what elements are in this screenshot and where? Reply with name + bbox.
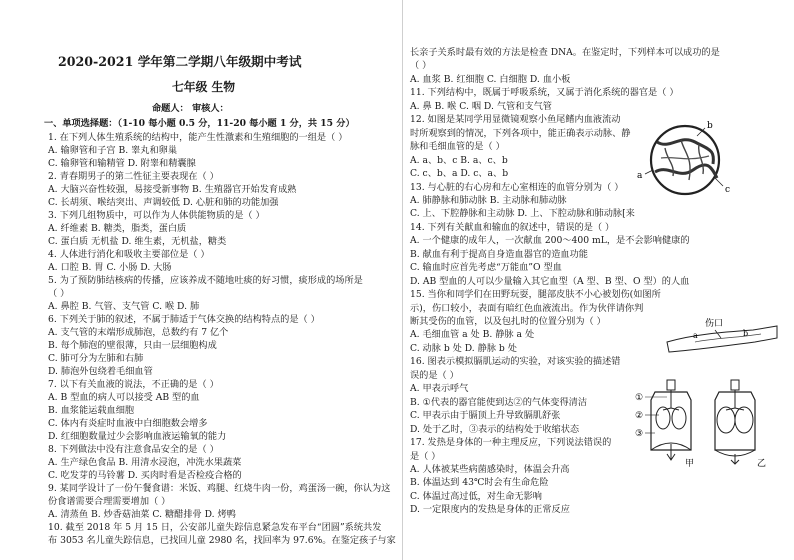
question-line: 12. 如图是某同学用显微镜观察小鱼尾鳍内血液流动 (410, 114, 621, 126)
authors-line: 命题人： 审核人： (152, 103, 229, 114)
fig15-label-b: b (743, 329, 749, 338)
question-line: 5. 为了预防肺结核病的传播，应该养成不随地吐痰的好习惯，痰形成的场所是 (48, 275, 363, 286)
question-line: C. 上、下腔静脉和主动脉 D. 上、下腔动脉和肺动脉[来 (410, 208, 635, 220)
question-line: A. 鼻腔 B. 气管、支气管 C. 喉 D. 肺 (48, 301, 200, 312)
question-line: B. ①代表的器官能使到达②的气体变得清洁 (410, 396, 588, 408)
question-line: C. 体内有炎症时血液中白细胞数会增多 (48, 418, 208, 429)
question-line: D. 处于乙时，③表示的结构处于收缩状态 (410, 423, 580, 435)
question-line: 误的是（ ） (410, 369, 459, 381)
question-line: 是（ ） (410, 450, 441, 462)
question-line: A. 鼻 B. 喉 C. 咽 D. 气管和支气管 (410, 100, 552, 112)
question-line: C. 体温过高过低，对生命无影响 (410, 490, 542, 502)
fig12-label-b: b (707, 121, 713, 131)
question-line: C. 输卵管和输精管 D. 附睾和精囊腺 (48, 158, 196, 169)
question-line: D. 肺泡外包绕着毛细血管 (48, 366, 153, 377)
exam-subtitle: 七年级 生物 (172, 80, 236, 94)
question-line: B. 血浆能运载血细胞 (48, 405, 135, 416)
question-line: C. 蛋白质 无机盐 D. 维生素，无机盐，糖类 (48, 236, 227, 247)
question-line: C. 输血时应首先考虑“万能血”O 型血 (410, 262, 562, 274)
question-line: 14. 下列有关献血和输血的叙述中，错误的是（ ） (410, 221, 615, 233)
question-line: 3. 下列几组物质中，可以作为人体供能物质的是（ ） (48, 210, 265, 221)
column-divider (402, 0, 403, 560)
fig12-label-a: a (637, 171, 643, 181)
question-line: A. 支气管的末端形成肺泡，总数约有 7 亿个 (48, 327, 229, 338)
question-line: 9. 某同学设计了一份午餐食谱：米饭、鸡腿、红烧牛肉一份，鸡蛋汤一碗，你认为这 (48, 483, 391, 494)
question-line: A. 毛细血管 a 处 B. 静脉 a 处 (410, 329, 535, 341)
question-line: 6. 下列关于肺的叙述，不属于肺适于气体交换的结构特点的是（ ） (48, 314, 320, 325)
question-line: （ ） (410, 60, 432, 72)
fig16-label-3: ③ (635, 429, 644, 439)
fig16-label-1: ① (635, 393, 644, 403)
section-heading: 一、单项选择题：（1-10 每小题 0.5 分，11-20 每小题 1 分，共 15 分） (44, 118, 355, 129)
question-line: A. B 型血的病人可以接受 AB 型的血 (48, 392, 200, 403)
question-line: 1. 在下列人体生殖系统的结构中，能产生性激素和生殖细胞的一组是（ ） (48, 132, 348, 143)
exam-title: 2020-2021 学年第二学期八年级期中考试 (58, 54, 302, 69)
question-line: 17. 发热是身体的一种主理反应，下列说法错误的 (410, 437, 612, 449)
question-line: C. 动脉 b 处 D. 静脉 b 处 (410, 342, 517, 354)
fig15-label-a: a (693, 331, 698, 340)
question-line: 长亲子关系时最有效的方法是检查 DNA。在鉴定时，下列样本可以成功的是 (410, 47, 720, 58)
question-line: 8. 下列做法中没有注意食品安全的是（ ） (48, 444, 219, 455)
question-line: 2. 青春期男子的第二性征主要表现在（ ） (48, 171, 219, 182)
question-line: C. 长胡须、喉结突出、声调较低 D. 心脏和肺的功能加强 (48, 197, 279, 208)
jar-left (651, 380, 691, 460)
question-line: 脉和毛细血管的是（ ） (410, 141, 505, 153)
question-line: 示)，伤口较小，表面有暗红色血液流出。作为伙伴请你判 (410, 302, 644, 314)
question-line: C. 甲表示由于膈顶上升导致膈肌舒张 (410, 410, 561, 422)
question-line: 13. 与心脏的右心房和左心室相连的血管分别为（ ） (410, 181, 624, 193)
question-line: A. 人体被某些病菌感染时，体温会升高 (410, 463, 570, 475)
question-line: A. 口腔 B. 胃 C. 小肠 D. 大肠 (48, 262, 172, 273)
question-line: A. 肺静脉和肺动脉 B. 主动脉和肺动脉 (410, 194, 567, 206)
question-line: D. 红细胞数量过少会影响血液运输氧的能力 (48, 431, 227, 442)
question-line: 4. 人体进行消化和吸收主要部位是（ ） (48, 249, 210, 260)
question-line: 11. 下列结构中，既属于呼吸系统，又属于消化系统的器官是（ ） (410, 87, 679, 99)
question-line: C. 吃发芽的马铃薯 D. 买肉时看是否检疫合格的 (48, 470, 242, 481)
question-line: B. 每个肺泡的壁很薄，只由一层细胞构成 (48, 340, 217, 351)
fig16-label-yi: 乙 (757, 459, 767, 468)
question-line: D. AB 型血的人可以少量输入其它血型（A 型、B 型、O 型）的人血 (410, 275, 690, 287)
figure-blood-vessels (635, 120, 735, 202)
question-line: A. 纤维素 B. 糖类，脂类，蛋白质 (48, 223, 187, 234)
question-line: A. 一个健康的成年人，一次献血 200～400 mL，是不会影响健康的 (410, 235, 690, 247)
question-line: A. a、b、c B. a、c、b (410, 154, 508, 166)
fig16-label-jia: 甲 (685, 459, 695, 468)
question-line: A. 清蒸鱼 B. 炒香菇油菜 C. 糖醋排骨 D. 烤鸭 (48, 509, 236, 520)
question-line: A. 血浆 B. 红细胞 C. 白细胞 D. 血小板 (410, 73, 571, 85)
jar-right (715, 380, 755, 464)
fig15-label-wound: 伤口 (705, 319, 724, 329)
question-line: B. 体温达到 43℃时会有生命危险 (410, 477, 549, 489)
question-line: D. 一定限度内的发热是身体的正常反应 (410, 504, 570, 516)
question-line: A. 大脑兴奋性较强，易接受新事物 B. 生殖器官开始发育成熟 (48, 184, 297, 195)
question-line: 份食谱需要合理需要增加（ ） (48, 496, 171, 507)
question-line: A. 甲表示呼气 (410, 383, 469, 395)
question-line: 15. 当你和同学们在田野玩耍，腿部皮肤不小心被划伤(如图所 (410, 289, 661, 301)
figure-leg-wound (665, 312, 780, 354)
question-line: A. 输卵管和子宫 B. 睾丸和卵巢 (48, 145, 178, 156)
question-line: 7. 以下有关血液的说法，不正确的是（ ） (48, 379, 219, 390)
question-line: B. 献血有利于提高自身造血器官的造血功能 (410, 248, 588, 260)
question-line: 布 3053 名儿童失踪信息，已找回儿童 2980 名，找回率为 97.6%。在鉴定孩子与家 (48, 535, 396, 546)
question-line: 10. 截至 2018 年 5 月 15 日，公安部儿童失踪信息紧急发布平台“团圆”系统共发 (48, 522, 382, 533)
question-line: A. 生产绿色食品 B. 用清水浸泡，冲洗水果蔬菜 (48, 457, 242, 468)
question-line: C. c、b、a D. c、a、b (410, 168, 509, 180)
question-line: 16. 图表示模拟膈肌运动的实验，对该实验的描述错 (410, 356, 621, 368)
question-line: C. 肺可分为左肺和右肺 (48, 353, 144, 364)
fig12-label-c: c (725, 185, 731, 195)
question-line: 时所观察到的情况，下列各项中，能正确表示动脉、静 (410, 127, 631, 139)
figure-diaphragm-model (635, 370, 775, 468)
fig16-label-2: ② (635, 411, 644, 421)
question-line: 断其受伤的血管，以及包扎时的位置分别为（ ） (410, 316, 606, 327)
question-line: （ ） (48, 288, 70, 299)
